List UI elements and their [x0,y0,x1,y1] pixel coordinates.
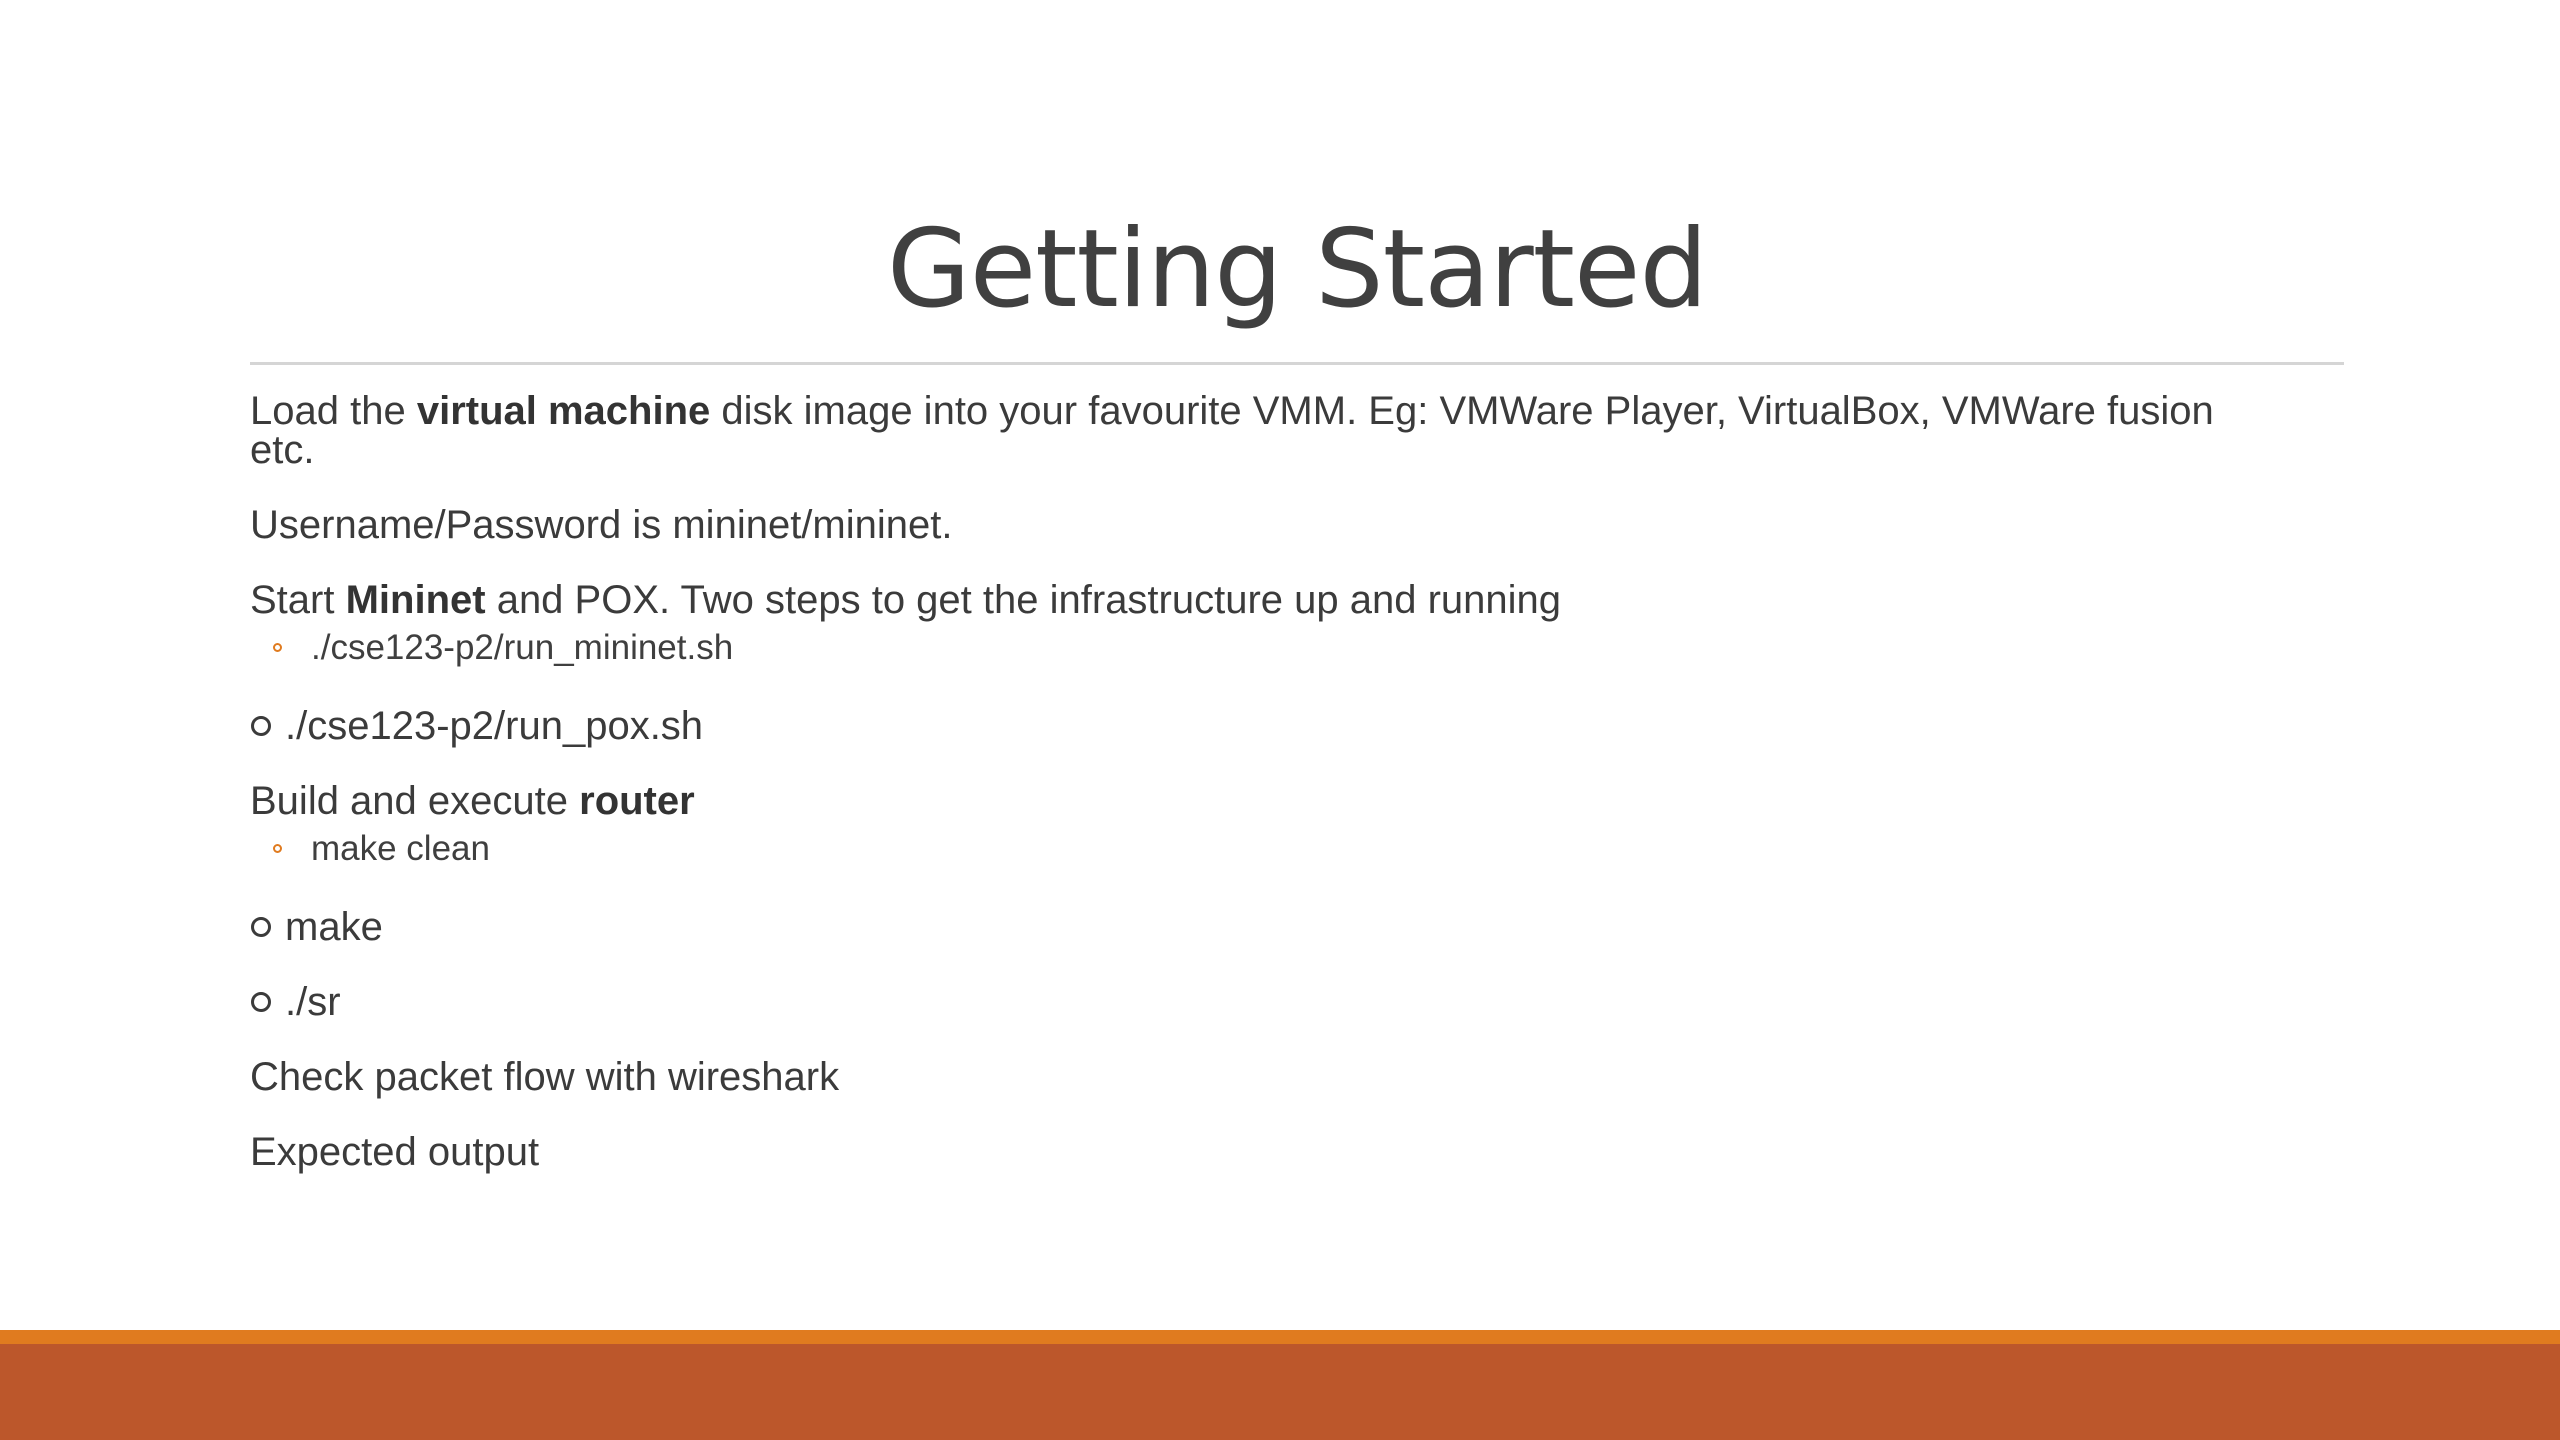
dark-ring-icon [251,992,271,1012]
text-run: Start [250,578,346,622]
footer-bar [0,1344,2560,1440]
slide-title: Getting Started [887,207,1707,332]
bold-text-virtual-machine: virtual machine [416,389,711,433]
sub-item-make-clean: make clean [311,829,490,868]
sub-item-run-mininet: ./cse123-p2/run_mininet.sh [311,628,734,667]
text-run: Build and execute [250,779,580,823]
text-run: disk image into your favourite VMM. Eg: VMWare Player, VirtualBox, VMWare fusion [710,389,2214,433]
paragraph-wireshark: Check packet flow with wireshark [250,1055,840,1099]
dark-ring-icon [251,917,271,937]
small-orange-ring-icon [273,643,282,652]
item-make: make [285,905,383,949]
item-run-pox: ./cse123-p2/run_pox.sh [285,704,704,748]
bold-text-router: router [579,779,695,823]
bold-text-mininet: Mininet [345,578,486,622]
text-run: Load the [250,389,417,433]
paragraph-credentials: Username/Password is mininet/mininet. [250,503,953,547]
paragraph-start-mininet [250,580,1561,620]
paragraph-load-vm [250,391,2214,431]
text-run: and POX. Two steps to get the infrastructure up and running [485,578,1562,622]
item-run-sr: ./sr [285,980,341,1024]
small-orange-ring-icon [273,844,282,853]
footer-accent-bar [0,1330,2560,1344]
paragraph-build-router [250,781,695,821]
paragraph-load-vm-wrap: etc. [250,428,315,472]
dark-ring-icon [251,716,271,736]
paragraph-expected-output: Expected output [250,1130,540,1174]
